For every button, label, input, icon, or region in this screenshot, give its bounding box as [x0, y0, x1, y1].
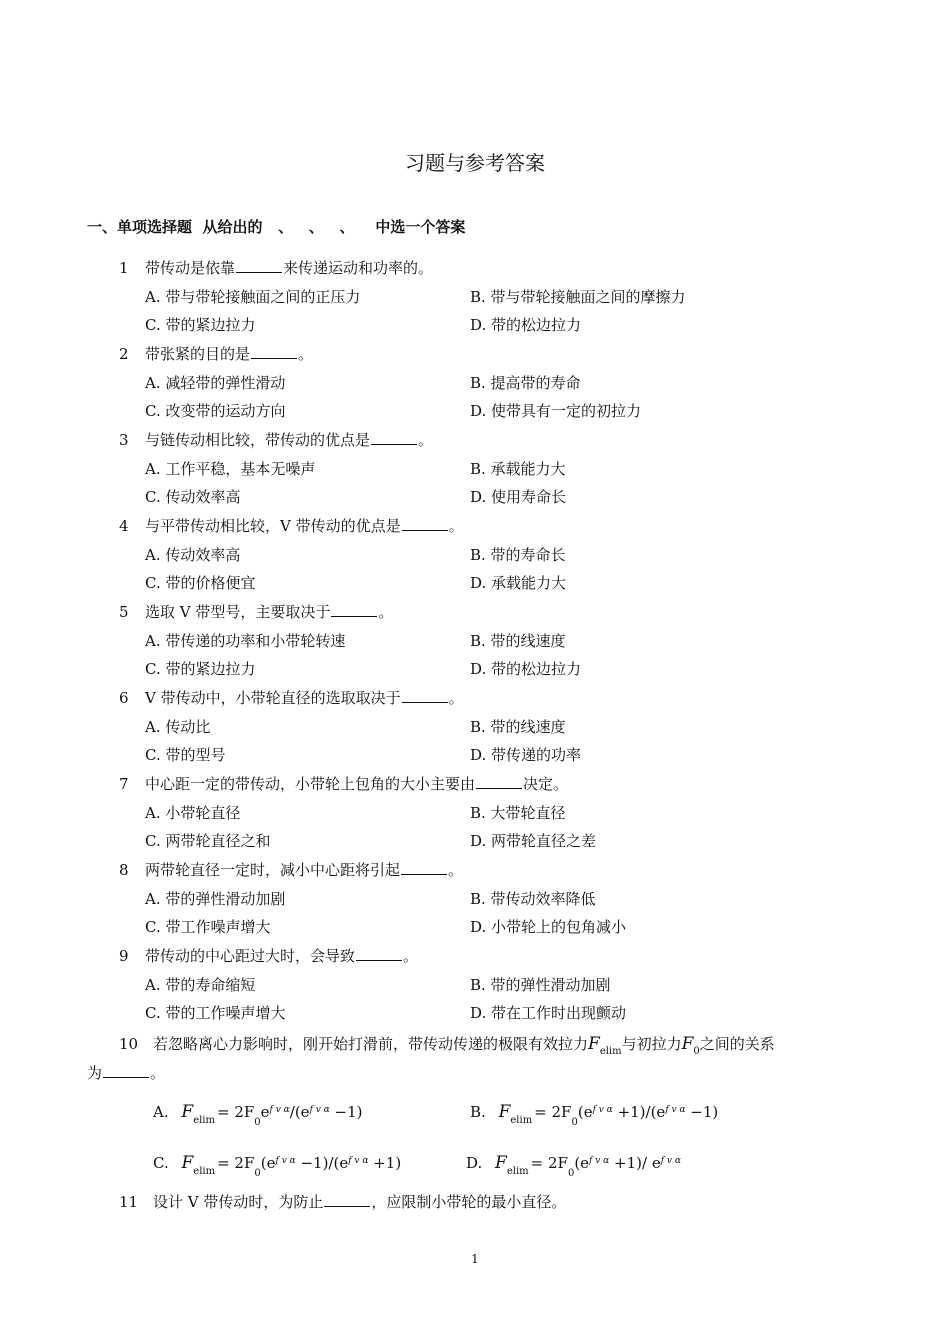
option-d: D. 小带轮上的包角减小: [470, 918, 627, 937]
option-label: A.: [153, 1103, 169, 1121]
expr: = 2F: [530, 1154, 568, 1172]
question-text-post: 。: [298, 345, 314, 363]
symbol-f: F: [181, 1102, 194, 1122]
question-text-post: 决定。: [523, 775, 569, 793]
expr-rest: (e: [574, 1154, 590, 1172]
symbol-f: F: [588, 1034, 600, 1054]
option-label: C.: [153, 1154, 169, 1172]
subscript-0: 0: [254, 1168, 261, 1179]
option-c: C. 带工作噪声增大: [145, 918, 271, 937]
question-text: 若忽略离心力影响时，刚开始打滑前，带传动传递的极限有效拉力: [153, 1035, 589, 1053]
option-c: C. 带的型号: [145, 746, 226, 765]
question-text-2: 与初拉力: [621, 1035, 682, 1053]
option-c: C. 带的价格便宜: [145, 574, 256, 593]
question-text: 两带轮直径一定时，减小中心距将引起: [145, 861, 401, 879]
question-number: 8: [119, 861, 129, 879]
option-a: A. 传动比: [145, 717, 211, 736]
exponent: f v α: [589, 1156, 610, 1166]
option-a: A. 带与带轮接触面之间的正压力: [145, 287, 361, 306]
question-9: [119, 945, 418, 967]
subscript-elim: elim: [193, 1166, 216, 1177]
question-7: [119, 773, 568, 795]
question-text-post: 。: [418, 431, 434, 449]
answer-blank: [236, 258, 282, 273]
question-8: [119, 859, 463, 881]
question-6: [119, 687, 464, 709]
symbol-f: F: [495, 1153, 507, 1173]
option-a: A. 带的寿命缩短: [145, 975, 256, 994]
option-b: B. 带的寿命长: [470, 545, 566, 564]
question-text-3: 之间的关系: [699, 1035, 775, 1053]
expr-tail2: +1): [368, 1154, 402, 1172]
expr-rest: (e: [260, 1154, 276, 1172]
question-text-5: 。: [150, 1064, 166, 1082]
question-number: 10: [119, 1035, 139, 1053]
option-a: A. 小带轮直径: [145, 803, 241, 822]
exponent: f v α: [348, 1156, 369, 1166]
answer-blank: [356, 946, 402, 961]
question-number: 9: [119, 947, 129, 965]
question-text: 带传动的中心距过大时，会导致: [145, 947, 356, 965]
question-10-cont: [87, 1062, 165, 1084]
option-c: C. 带的工作噪声增大: [145, 1004, 286, 1023]
subscript-0: 0: [254, 1117, 261, 1128]
question-number: 1: [119, 259, 129, 277]
question-text: 与链传动相比较，带传动的优点是: [145, 431, 371, 449]
symbol-f: F: [498, 1102, 511, 1122]
expr: = 2F: [216, 1103, 255, 1121]
exponent: f v α: [309, 1105, 330, 1115]
expr-tail: +1)/(e: [612, 1103, 666, 1121]
exponent: f v α: [592, 1105, 613, 1115]
question-text: 带传动是依靠: [145, 259, 236, 277]
page-number: 1: [471, 1252, 479, 1266]
q10-option-c: [153, 1148, 402, 1179]
expr-tail: /(e: [289, 1103, 310, 1121]
question-11: [119, 1191, 566, 1213]
subscript-0: 0: [693, 1046, 700, 1057]
option-a: A. 减轻带的弹性滑动: [145, 373, 286, 392]
symbol-f: F: [181, 1153, 194, 1173]
answer-blank: [401, 860, 447, 875]
subscript-elim: elim: [510, 1115, 533, 1126]
exponent: f v α: [269, 1105, 290, 1115]
question-text: 中心距一定的带传动，小带轮上包角的大小主要由: [145, 775, 476, 793]
option-c: C. 带的紧边拉力: [145, 660, 256, 679]
option-b: B. 承载能力大: [470, 459, 566, 478]
option-c: C. 改变带的运动方向: [145, 402, 286, 421]
question-text-post: 来传递运动和功率的。: [283, 259, 434, 277]
subscript-elim: elim: [506, 1166, 529, 1177]
option-c: C. 传动效率高: [145, 488, 241, 507]
question-text-4: 为: [87, 1064, 103, 1082]
option-b: B. 提高带的寿命: [470, 373, 581, 392]
subscript-0: 0: [571, 1117, 578, 1128]
option-d: D. 带的松边拉力: [470, 316, 582, 335]
expr-rest: e: [260, 1103, 270, 1121]
question-text: 与平带传动相比较，V 带传动的优点是: [145, 517, 401, 535]
option-b: B. 大带轮直径: [470, 803, 566, 822]
option-d: D. 带在工作时出现颤动: [470, 1004, 627, 1023]
subscript-0: 0: [567, 1168, 575, 1179]
option-b: B. 带传动效率降低: [470, 889, 596, 908]
option-d: D. 承载能力大: [470, 574, 567, 593]
exponent: f v α: [275, 1156, 296, 1166]
option-b: B. 带的线速度: [470, 717, 566, 736]
question-1: [119, 257, 433, 279]
expr-tail: +1)/ e: [609, 1154, 661, 1172]
question-number: 7: [119, 775, 129, 793]
answer-blank: [103, 1063, 149, 1078]
exponent: f v α: [660, 1156, 681, 1166]
option-b: B. 带的弹性滑动加剧: [470, 975, 611, 994]
question-number: 11: [119, 1193, 139, 1211]
answer-blank: [371, 430, 417, 445]
q10-option-b: [470, 1097, 719, 1128]
option-c: C. 两带轮直径之和: [145, 832, 271, 851]
q10-option-d: [466, 1148, 681, 1179]
option-d: D. 带的松边拉力: [470, 660, 582, 679]
option-c: C. 带的紧边拉力: [145, 316, 256, 335]
option-label: D.: [466, 1154, 483, 1172]
expr-tail: −1)/(e: [295, 1154, 349, 1172]
option-a: A. 传动效率高: [145, 545, 241, 564]
option-label: B.: [470, 1103, 486, 1121]
question-number: 5: [119, 603, 129, 621]
exponent: f v α: [665, 1105, 686, 1115]
question-text-post: 。: [448, 689, 464, 707]
option-d: D. 带传递的功率: [470, 746, 582, 765]
page-title: 习题与参考答案: [405, 151, 545, 175]
option-a: A. 带传递的功率和小带轮转速: [145, 631, 346, 650]
option-d: D. 使带具有一定的初拉力: [470, 402, 642, 421]
question-text: 选取 V 带型号，主要取决于: [145, 603, 331, 621]
question-text-post: ，应限制小带轮的最小直径。: [371, 1193, 567, 1211]
section-heading: 一、单项选择题 从给出的 、 、 、 中选一个答案: [87, 218, 466, 236]
question-5: [119, 601, 393, 623]
q10-option-a: [153, 1097, 363, 1128]
option-b: B. 带的线速度: [470, 631, 566, 650]
question-4: [119, 515, 464, 537]
question-text-post: 。: [378, 603, 394, 621]
expr: = 2F: [217, 1154, 255, 1172]
question-text-post: 。: [403, 947, 419, 965]
subscript-elim: elim: [599, 1046, 622, 1057]
answer-blank: [402, 516, 448, 531]
expr-tail2: −1): [329, 1103, 363, 1121]
expr-tail2: −1): [685, 1103, 719, 1121]
answer-blank: [324, 1192, 370, 1207]
question-text-post: 。: [448, 861, 464, 879]
question-number: 3: [119, 431, 129, 449]
question-number: 4: [119, 517, 129, 535]
answer-blank: [251, 344, 297, 359]
expr: = 2F: [534, 1103, 572, 1121]
option-d: D. 使用寿命长: [470, 488, 567, 507]
answer-blank: [402, 688, 448, 703]
question-10: [119, 1033, 775, 1055]
question-text: 带张紧的目的是: [145, 345, 251, 363]
answer-blank: [331, 602, 377, 617]
question-3: [119, 429, 433, 451]
option-a: A. 工作平稳，基本无噪声: [145, 459, 316, 478]
question-number: 6: [119, 689, 129, 707]
question-text-post: 。: [448, 517, 464, 535]
answer-blank: [476, 774, 522, 789]
option-b: B. 带与带轮接触面之间的摩擦力: [470, 287, 686, 306]
question-2: [119, 343, 313, 365]
option-d: D. 两带轮直径之差: [470, 832, 597, 851]
symbol-f0: F: [681, 1034, 694, 1054]
option-a: A. 带的弹性滑动加剧: [145, 889, 286, 908]
question-number: 2: [119, 345, 129, 363]
subscript-elim: elim: [193, 1115, 215, 1126]
question-text: V 带传动中，小带轮直径的选取取决于: [145, 689, 401, 707]
expr-rest: (e: [577, 1103, 593, 1121]
question-text: 设计 V 带传动时，为防止: [153, 1193, 324, 1211]
